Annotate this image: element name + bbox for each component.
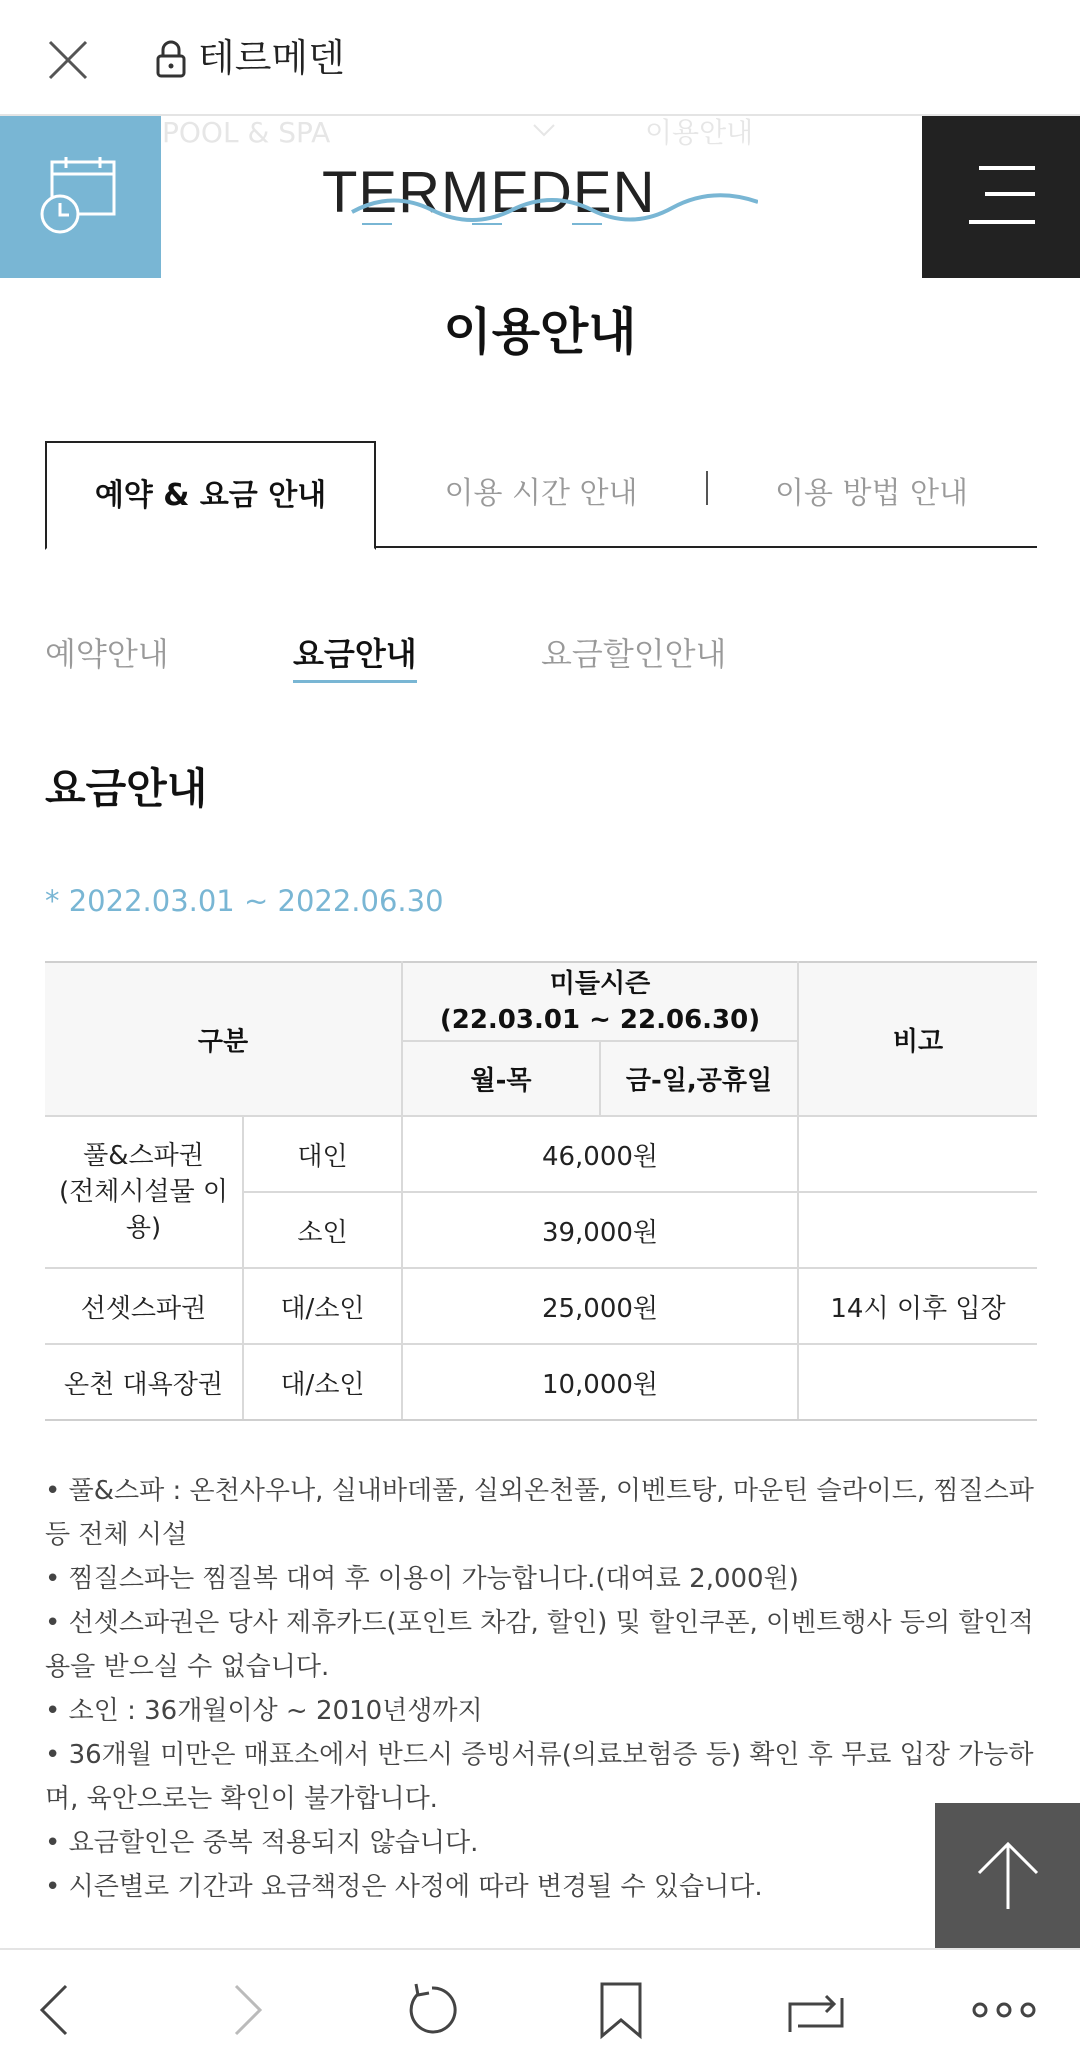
type-cell: 대/소인 xyxy=(243,1344,402,1420)
close-icon[interactable] xyxy=(44,36,92,84)
table-row xyxy=(45,1268,1037,1344)
subtab-discounts[interactable]: 요금할인안내 xyxy=(541,635,727,673)
list-item: • 소인 : 36개월이상 ~ 2010년생까지 xyxy=(45,1696,483,1726)
subtab-fees[interactable]: 요금안내 xyxy=(293,628,417,683)
header-category: 구분 xyxy=(45,962,402,1116)
header-weekend: 금-일,공휴일 xyxy=(600,1041,798,1116)
list-item: • 풀&스파 : 온천사우나, 실내바데풀, 실외온천풀, 이벤트탕, 마운틴 슬라이드, 찜질스파 등 전체 시설 xyxy=(45,1476,1034,1550)
more-icon[interactable] xyxy=(972,1980,1036,2040)
page-title-bar[interactable]: 테르메덴 xyxy=(198,36,345,80)
chevron-down-icon xyxy=(530,120,558,140)
date-range-note: * 2022.03.01 ~ 2022.06.30 xyxy=(45,884,444,918)
list-item: • 요금할인은 중복 적용되지 않습니다. xyxy=(45,1828,479,1858)
site-header xyxy=(0,116,1080,278)
note-cell: 14시 이후 입장 xyxy=(798,1268,1037,1344)
type-cell: 대인 xyxy=(243,1116,402,1192)
browser-top-bar xyxy=(0,0,1080,116)
ticket-name-cell: 선셋스파권 xyxy=(45,1268,243,1344)
header-season-name: 미들시즌 xyxy=(549,968,651,999)
arrow-up-icon xyxy=(975,1841,1041,1911)
price-cell: 10,000원 xyxy=(402,1344,798,1420)
forward-icon[interactable] xyxy=(228,1980,268,2040)
note-cell xyxy=(798,1192,1037,1268)
price-cell: 25,000원 xyxy=(402,1268,798,1344)
menu-button[interactable] xyxy=(922,116,1080,278)
price-cell: 46,000원 xyxy=(402,1116,798,1192)
pool-spa-name: 풀&스파권 xyxy=(83,1141,204,1171)
main-tabs xyxy=(45,441,1037,548)
ghost-nav-info: 이용안내 xyxy=(645,116,754,149)
price-cell: 39,000원 xyxy=(402,1192,798,1268)
price-table xyxy=(45,961,1037,1421)
list-item: • 36개월 미만은 매표소에서 반드시 증빙서류(의료보험증 등) 확인 후 무료 입장 가능하며, 육안으로는 확인이 불가합니다. xyxy=(45,1740,1034,1814)
fee-notes xyxy=(45,1469,1037,1909)
lock-icon xyxy=(155,40,187,78)
termeden-logo[interactable] xyxy=(322,160,758,232)
type-cell: 대/소인 xyxy=(243,1268,402,1344)
bookmark-icon[interactable] xyxy=(598,1980,644,2040)
header-season-range: (22.03.01 ~ 22.06.30) xyxy=(439,1004,761,1035)
list-item: • 시즌별로 기간과 요금책정은 사정에 따라 변경될 수 있습니다. xyxy=(45,1872,763,1902)
list-item: • 선셋스파권은 당사 제휴카드(포인트 차감, 할인) 및 할인쿠폰, 이벤트행사 등의 할인적용을 받으실 수 없습니다. xyxy=(45,1608,1034,1682)
note-cell xyxy=(798,1344,1037,1420)
list-item: • 찜질스파는 찜질복 대여 후 이용이 가능합니다.(대여료 2,000원) xyxy=(45,1564,799,1594)
tab-how-to-use[interactable]: 이용 방법 안내 xyxy=(775,476,968,511)
ghost-nav-pool-spa: POOL & SPA xyxy=(162,116,331,149)
tabs-icon[interactable] xyxy=(786,1980,846,2040)
subtab-reservation[interactable]: 예약안내 xyxy=(45,635,169,673)
ticket-name-cell: 온천 대욕장권 xyxy=(45,1344,243,1420)
tab-opening-hours[interactable]: 이용 시간 안내 xyxy=(444,476,638,511)
browser-bottom-bar xyxy=(0,1948,1080,2065)
tab-reservation-fee[interactable]: 예약 & 요금 안내 xyxy=(45,441,376,550)
header-note: 비고 xyxy=(798,962,1037,1116)
section-title: 요금안내 xyxy=(45,764,208,813)
header-season xyxy=(402,962,798,1041)
pool-spa-ticket-cell xyxy=(45,1116,243,1268)
page-heading: 이용안내 xyxy=(443,303,637,361)
table-row xyxy=(45,1344,1037,1420)
calendar-clock-icon xyxy=(38,156,122,240)
table-row xyxy=(45,1116,1037,1192)
reservation-calendar-button[interactable] xyxy=(0,116,161,278)
refresh-icon[interactable] xyxy=(404,1980,460,2040)
scroll-top-button[interactable] xyxy=(935,1803,1080,1948)
back-icon[interactable] xyxy=(34,1980,74,2040)
svg-text:TERMEDEN: TERMEDEN xyxy=(322,160,656,225)
hamburger-menu-icon xyxy=(969,164,1035,226)
note-cell xyxy=(798,1116,1037,1192)
header-weekday: 월-목 xyxy=(402,1041,600,1116)
type-cell: 소인 xyxy=(243,1192,402,1268)
pool-spa-sub: (전체시설물 이용) xyxy=(58,1177,229,1243)
